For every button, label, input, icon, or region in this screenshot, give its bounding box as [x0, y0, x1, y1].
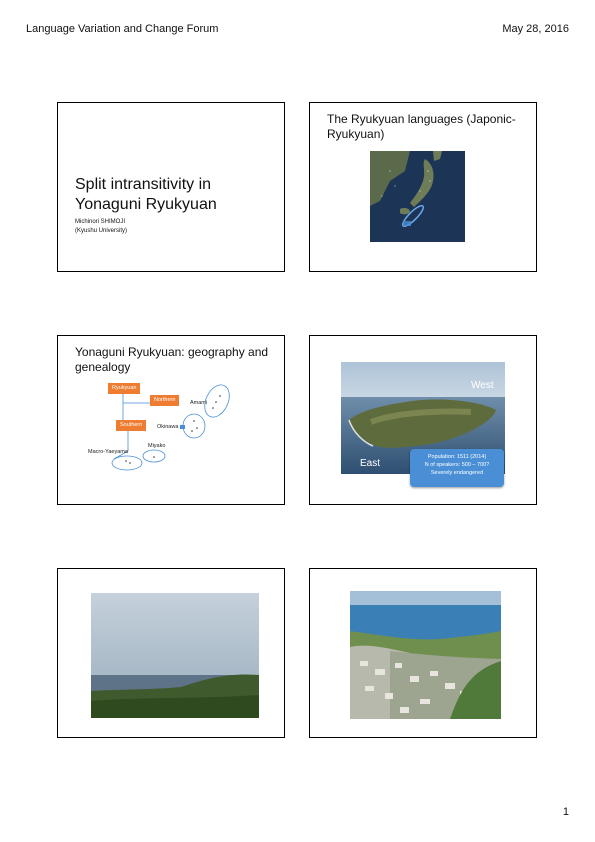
- node-southern: Southern: [116, 420, 146, 431]
- node-ryukyuan: Ryukyuan: [108, 383, 140, 394]
- place-amami: Amami: [190, 400, 208, 406]
- label-east: East: [360, 458, 381, 469]
- japan-satellite-map-image: [370, 151, 465, 242]
- label-west: West: [471, 380, 494, 391]
- place-macro-yaeyama: Macro-Yaeyama: [88, 449, 128, 455]
- slide-1-author-block: [75, 218, 127, 236]
- place-okinawa: Okinawa: [157, 424, 179, 430]
- slide-3: [57, 335, 285, 505]
- slide-3-title: Yonaguni Ryukyuan: geography and genealogy: [75, 345, 269, 374]
- slide-2-title: The Ryukyuan languages (Japonic-Ryukyuan): [327, 112, 516, 141]
- population-callout: [410, 449, 504, 487]
- callout-population: Population: 1511 (2014): [427, 454, 487, 460]
- coastline-photo: [91, 593, 259, 718]
- place-miyako: Miyako: [148, 443, 166, 449]
- slide-1-affiliation: (Kyushu University): [75, 228, 128, 234]
- slide-1-title: Split intransitivity in Yonaguni Ryukyuan: [75, 176, 217, 213]
- callout-status: Severely endangered: [430, 470, 484, 476]
- slide-1-author: Michinori SHIMOJI: [75, 219, 126, 225]
- slide-5: [57, 568, 285, 738]
- header-title: Language Variation and Change Forum: [26, 23, 219, 35]
- page-number: 1: [562, 806, 569, 818]
- node-northern: Northern: [150, 395, 179, 406]
- slide-6: [309, 568, 537, 738]
- slide-1: [57, 102, 285, 272]
- genealogy-tree-lines: [58, 336, 285, 505]
- slide-2: [309, 102, 537, 272]
- callout-speakers: N of speakers: 500 – 700?: [424, 462, 490, 468]
- town-aerial-photo: [350, 591, 501, 719]
- header-date: May 28, 2016: [502, 23, 569, 35]
- slide-4: [309, 335, 537, 505]
